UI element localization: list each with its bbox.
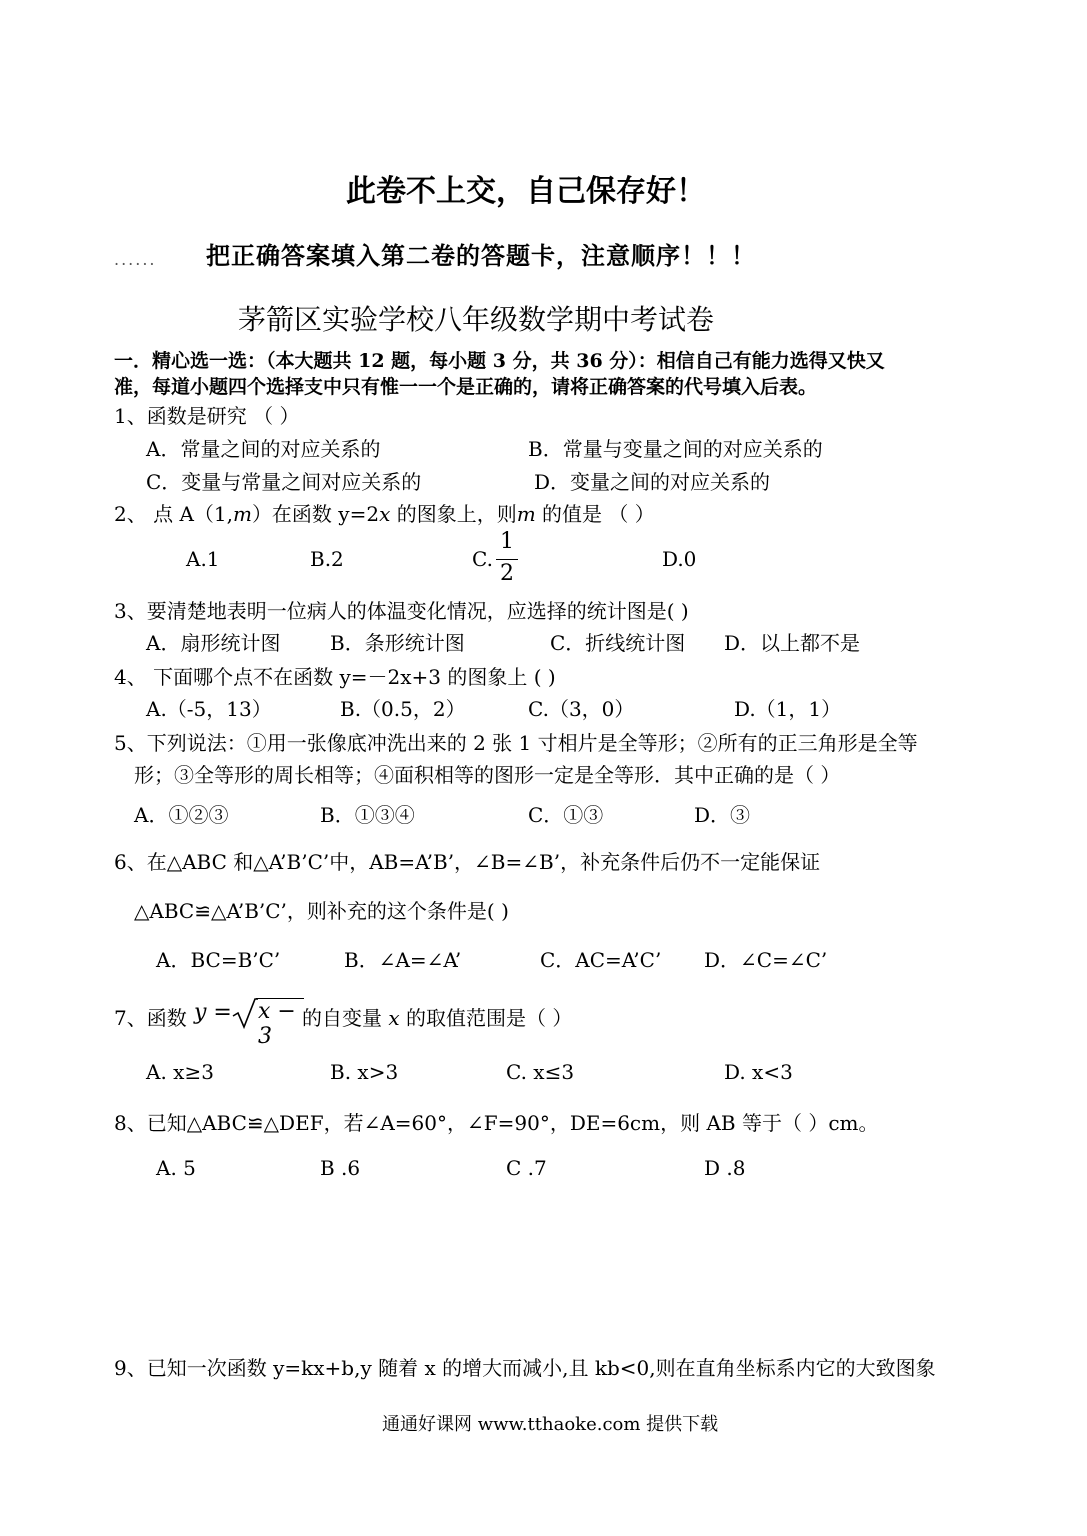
question-7-option-d: D. x<3 [724,1060,793,1084]
question-1-option-d: D．变量之间的对应关系的 [534,470,771,494]
fraction-bar [496,559,518,560]
question-6-line2: △ABC≌△A’B’C’，则补充的这个条件是( ) [134,899,509,923]
question-8-stem: 8、已知△ABC≌△DEF，若∠A=60°，∠F=90°，DE=6cm，则 AB 等于（ ）cm。 [114,1111,879,1135]
question-4-option-b: B.（0.5，2） [340,697,466,721]
question-2-stem-pre: 2、 点 A（1, [114,502,233,526]
question-2-stem [114,498,655,527]
question-1-option-b: B．常量与变量之间的对应关系的 [528,437,823,461]
exam-title: 茅箭区实验学校八年级数学期中考试卷 [238,303,715,336]
question-8-option-b: B .6 [320,1156,361,1180]
question-4-option-c: C.（3，0） [528,697,635,721]
question-2-stem-mid: ）在函数 y=2 [251,502,380,526]
question-6-option-c: C．AC=A’C’ [540,948,662,972]
question-2-stem-mid2: 的图象上，则 [390,502,517,526]
section-intro-line1: 一．精心选一选：（本大题共 12 题，每小题 3 分，共 36 分）：相信自己有能力选得又快又 [114,350,885,372]
leader-dots: ...... [114,250,157,269]
question-3-option-b: B．条形统计图 [330,631,465,655]
section-intro-line2: 准，每道小题四个选择支中只有惟一一个是正确的，请将正确答案的代号填入后表。 [114,376,818,398]
question-7-option-c: C. x≤3 [506,1060,575,1084]
question-5-option-c: C．①③ [528,803,604,827]
question-2-stem-post: 的值是 （ ） [535,502,655,526]
instruction-heading: 把正确答案填入第二卷的答题卡，注意顺序！！！ [206,241,756,270]
question-6-option-b: B．∠A=∠A’ [344,948,462,972]
question-5-option-b: B．①③④ [320,803,415,827]
question-5-line1: 5、下列说法：①用一张像底冲洗出来的 2 张 1 寸相片是全等形；②所有的正三角形是全等 [114,731,918,755]
question-8-option-c: C .7 [506,1156,547,1180]
question-3-option-c: C．折线统计图 [550,631,686,655]
variable-x: x [388,1006,400,1030]
fraction-denominator: 2 [500,561,514,586]
notice-heading: 此卷不上交，自己保存好！ [346,174,706,209]
question-7-stem-rest [302,1002,572,1031]
question-4-option-a: A.（-5，13） [146,697,272,721]
page-footer: 通通好课网 www.tthaoke.com 提供下载 [382,1414,719,1435]
question-3-option-d: D．以上都不是 [724,631,861,655]
question-3-stem: 3、要清楚地表明一位病人的体温变化情况，应选择的统计图是( ) [114,599,689,623]
question-8-option-a: A. 5 [156,1156,196,1180]
question-1-option-c: C．变量与常量之间对应关系的 [146,470,422,494]
variable-x: x [379,502,391,526]
question-4-option-d: D.（1，1） [734,697,842,721]
fraction-numerator: 1 [500,529,514,554]
question-9-stem: 9、已知一次函数 y=kx+b,y 随着 x 的增大而减小,且 kb<0,则在直角坐标系内它的大致图象 [114,1356,936,1380]
square-root-expression [232,998,304,1049]
question-7-stem-pre: 7、函数 [114,1006,187,1030]
question-6-line1: 6、在△ABC 和△A’B’C’中，AB=A’B’，∠B=∠B’，补充条件后仍不一定能保证 [114,850,821,874]
question-2-option-d: D.0 [662,547,697,571]
variable-m: m [232,502,252,526]
question-1-option-a: A．常量之间的对应关系的 [146,437,381,461]
variable-m: m [516,502,536,526]
question-2-option-c: C. [472,547,493,571]
question-2-option-a: A.1 [186,547,220,571]
question-8-option-d: D .8 [704,1156,746,1180]
fraction-one-half [496,529,518,591]
question-6-option-d: D．∠C=∠C’ [704,948,828,972]
question-5-option-d: D．③ [694,803,751,827]
question-7-y-eq: y = [194,1000,232,1025]
question-7-stem-mid: 的自变量 [302,1006,382,1030]
question-5-option-a: A．①②③ [134,803,229,827]
question-7-option-b: B. x>3 [330,1060,399,1084]
question-4-stem: 4、 下面哪个点不在函数 y=－2x+3 的图象上 ( ) [114,665,556,689]
question-7-option-a: A. x≥3 [146,1060,214,1084]
question-3-option-a: A．扇形统计图 [146,631,281,655]
radical-sign-icon [232,996,258,1030]
question-1-stem: 1、函数是研究 （ ） [114,404,300,428]
question-2-option-b: B.2 [310,547,344,571]
square-root-argument: x − 3 [256,998,304,1049]
question-5-line2: 形；③全等形的周长相等；④面积相等的图形一定是全等形．其中正确的是（ ） [134,763,841,787]
question-7-stem-post: 的取值范围是（ ） [406,1006,573,1030]
question-6-option-a: A．BC=B’C’ [156,948,281,972]
